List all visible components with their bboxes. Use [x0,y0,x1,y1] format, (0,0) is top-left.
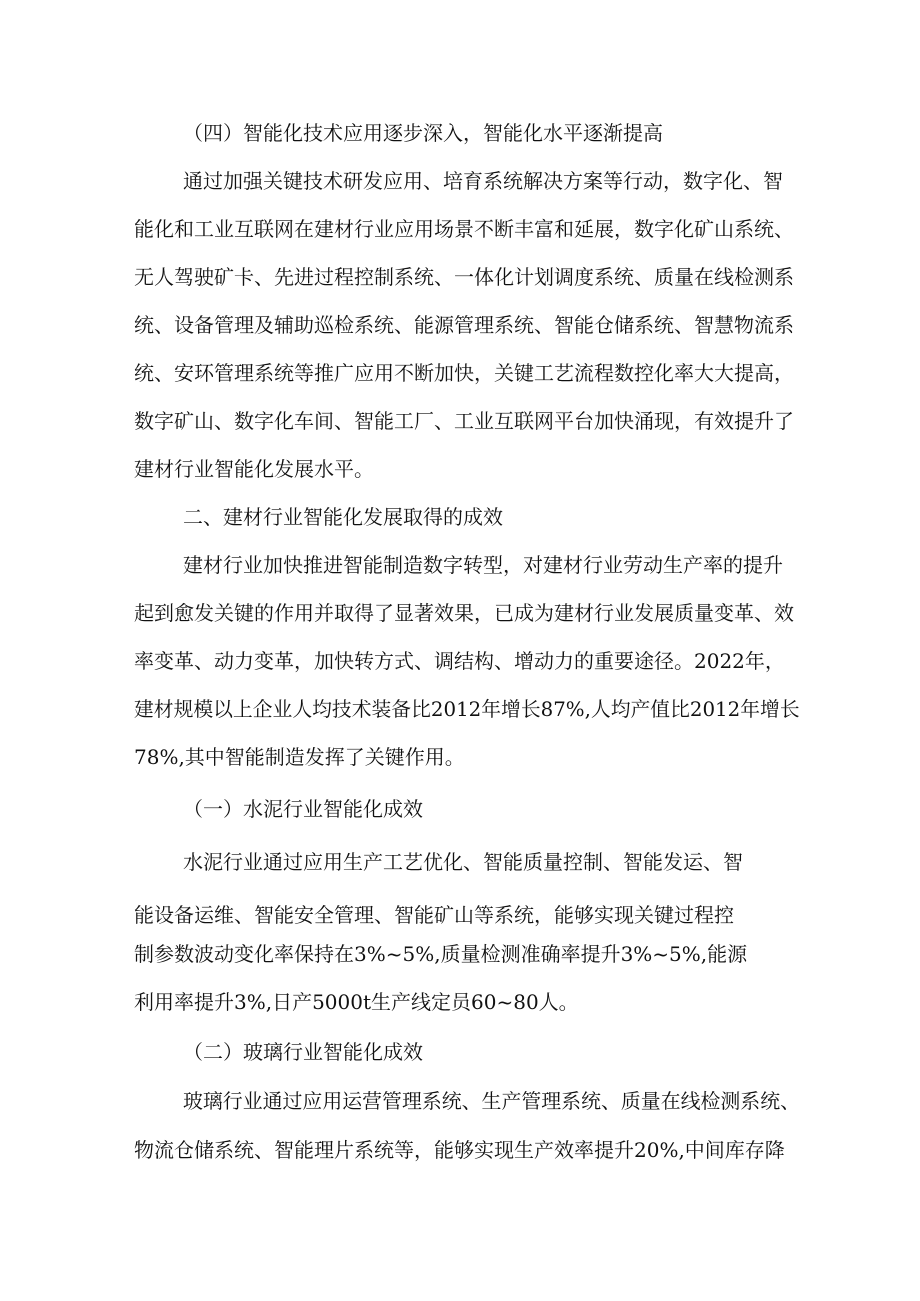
chapter-2-line-4: 建材规模以上企业人均技术装备比2012年增长87%,人均产值比2012年增长 [134,697,800,721]
cement-line-1: 水泥行业通过应用生产工艺优化、智能质量控制、智能发运、智 [183,850,743,874]
section-4-line-4: 统、设备管理及辅助巡检系统、能源管理系统、智能仓储系统、智慧物流系 [134,313,794,337]
glass-heading: （二）玻璃行业智能化成效 [183,1040,423,1064]
cement-heading: （一）水泥行业智能化成效 [183,797,423,821]
glass-line-2: 物流仓储系统、智能理片系统等，能够实现生产效率提升20%,中间库存降 [134,1138,785,1162]
section-4-line-6: 数字矿山、数字化车间、智能工厂、工业互联网平台加快涌现，有效提升了 [134,409,794,433]
chapter-2-line-5: 78%,其中智能制造发挥了关键作用。 [134,745,465,769]
chapter-2-heading: 二、建材行业智能化发展取得的成效 [183,505,503,529]
glass-line-1: 玻璃行业通过应用运营管理系统、生产管理系统、质量在线检测系统、 [183,1089,801,1113]
chapter-2-line-1: 建材行业加快推进智能制造数字转型，对建材行业劳动生产率的提升 [183,553,783,577]
chapter-2-line-3: 率变革、动力变革，加快转方式、调结构、增动力的重要途径。2022年， [134,649,785,673]
section-4-line-3: 无人驾驶矿卡、先进过程控制系统、一体化计划调度系统、质量在线检测系 [134,265,794,289]
section-4-heading: （四）智能化技术应用逐步深入，智能化水平逐渐提高 [183,121,663,145]
chapter-2-line-2: 起到愈发关键的作用并取得了显著效果，已成为建材行业发展质量变革、效 [134,601,794,625]
cement-line-4: 利用率提升3%,日产5000t生产线定员60~80人。 [134,990,579,1014]
section-4-line-2: 能化和工业互联网在建材行业应用场景不断丰富和延展，数字化矿山系统、 [134,217,794,241]
section-4-line-1: 通过加强关键技术研发应用、培育系统解决方案等行动，数字化、智 [183,169,783,193]
section-4-line-7: 建材行业智能化发展水平。 [134,457,374,481]
section-4-line-5: 统、安环管理系统等推广应用不断加快，关键工艺流程数控化率大大提高， [134,361,794,385]
cement-line-2: 能设备运维、智能安全管理、智能矿山等系统，能够实现关键过程控 [134,903,734,927]
cement-line-3: 制参数波动变化率保持在3%~5%,质量检测准确率提升3%~5%,能源 [134,942,748,966]
